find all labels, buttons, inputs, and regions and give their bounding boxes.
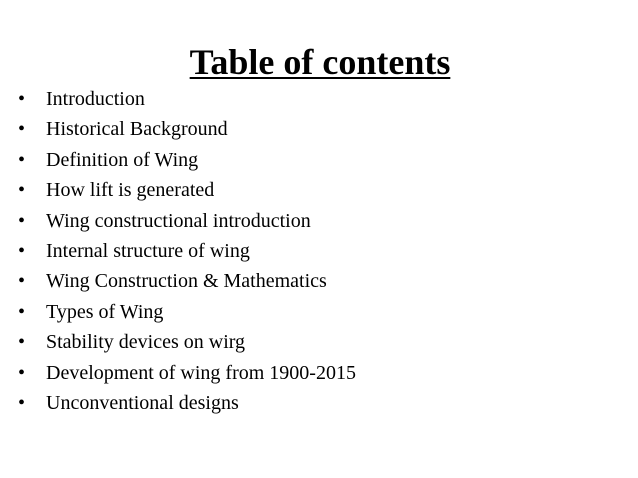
- bullet-icon: •: [18, 300, 26, 323]
- list-item: [18, 297, 356, 327]
- list-item-label: Development of wing from 1900-2015: [46, 361, 356, 384]
- bullet-icon: •: [18, 88, 26, 110]
- list-item: [18, 114, 356, 144]
- list-item-label: Definition of Wing: [46, 148, 199, 171]
- list-item: [18, 358, 356, 388]
- list-item-label: Stability devices on wirg: [46, 331, 246, 354]
- bullet-icon: •: [18, 361, 26, 384]
- bullet-icon: •: [18, 179, 26, 202]
- list-item: [18, 236, 356, 266]
- list-item: [18, 327, 356, 357]
- page-title: [0, 40, 638, 84]
- list-item: [18, 206, 356, 236]
- bullet-icon: •: [18, 270, 26, 293]
- list-item: [18, 84, 356, 114]
- bullet-icon: •: [18, 331, 26, 354]
- list-item-label: Internal structure of wing: [46, 239, 250, 262]
- list-item-label: How lift is generated: [46, 179, 215, 202]
- list-item-label: Wing Construction & Mathematics: [46, 270, 327, 293]
- list-item-label: Introduction: [46, 88, 145, 110]
- bullet-icon: •: [18, 118, 26, 141]
- list-item-label: Wing constructional introduction: [46, 209, 311, 232]
- list-item-label: Types of Wing: [46, 300, 164, 323]
- list-item: [18, 175, 356, 205]
- list-item: [18, 388, 356, 418]
- list-item-label: Unconventional designs: [46, 391, 239, 414]
- list-item-label: Historical Background: [46, 118, 228, 141]
- page-title-text: Table of contents: [189, 42, 451, 82]
- bullet-icon: •: [18, 391, 26, 414]
- list-item: [18, 145, 356, 175]
- toc-list: [18, 84, 356, 418]
- list-item: [18, 266, 356, 296]
- bullet-icon: •: [18, 209, 26, 232]
- bullet-icon: •: [18, 148, 26, 171]
- bullet-icon: •: [18, 239, 26, 262]
